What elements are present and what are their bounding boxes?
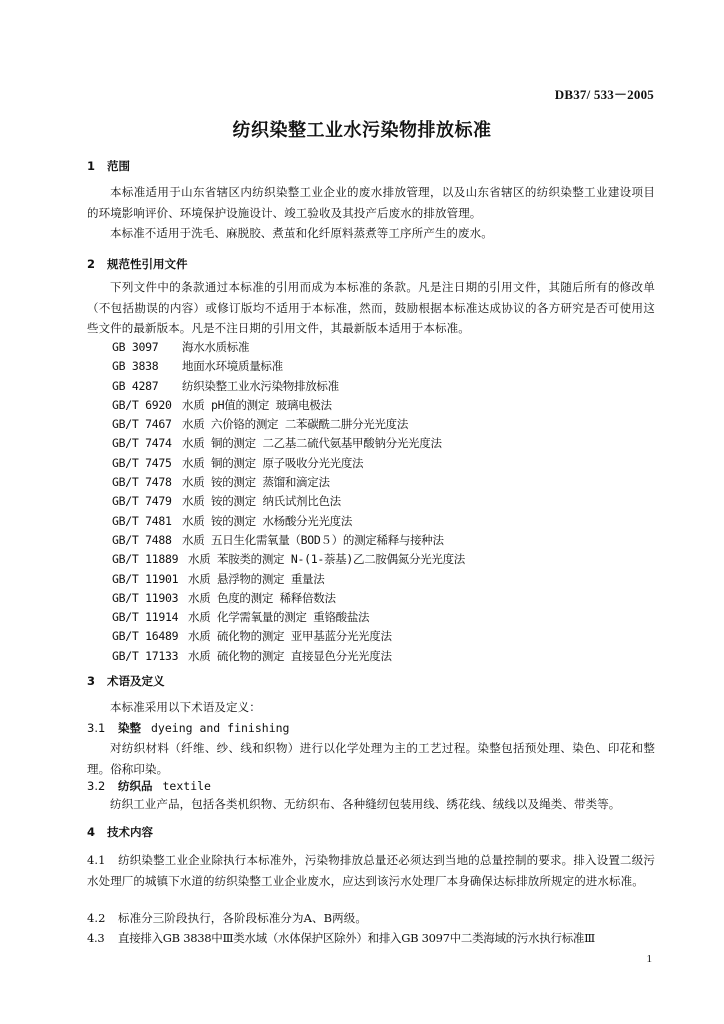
reference-code: GB/T 11903 (112, 590, 179, 605)
reference-code: GB/T 17133 (112, 648, 179, 663)
reference-list (112, 338, 465, 666)
reference-title: 水质 铵的测定 水杨酸分光光度法 (182, 513, 353, 528)
term-en: dyeing and finishing (151, 721, 290, 735)
section-number: 1 (87, 159, 96, 173)
reference-title: 水质 六价铬的测定 二苯碳酰二肼分光光度法 (182, 417, 409, 432)
section-number: 4 (87, 825, 96, 839)
clause-number: 4.1 (87, 853, 106, 867)
reference-code: GB/T 11889 (112, 552, 179, 567)
reference-item (112, 454, 465, 473)
term-en: textile (162, 779, 211, 793)
reference-title: 水质 硫化物的测定 直接显色分光光度法 (188, 648, 392, 663)
reference-item (112, 415, 465, 434)
clause-4-3 (87, 928, 655, 949)
term-number: 3.2 (87, 779, 106, 793)
term-zh: 染整 (118, 721, 141, 735)
term-3-1 (87, 720, 289, 736)
reference-item (112, 512, 465, 531)
clause-number: 4.3 (87, 931, 105, 945)
clause-4-2 (87, 908, 655, 929)
reference-title: 水质 悬浮物的测定 重量法 (188, 571, 325, 586)
reference-code: GB/T 7478 (112, 475, 172, 490)
section-3-heading (87, 673, 165, 689)
reference-code: GB/T 7475 (112, 455, 172, 470)
reference-code: GB/T 7479 (112, 494, 172, 509)
reference-item (112, 550, 465, 569)
reference-title: 海水水质标准 (182, 340, 250, 354)
section-title: 术语及定义 (107, 674, 165, 688)
reference-code: GB/T 7488 (112, 532, 172, 547)
section-4-heading (87, 824, 153, 840)
section-2-heading (87, 256, 188, 272)
scope-paragraph-2: 本标准不适用于洗毛、麻脱胶、煮茧和化纤原料蒸煮等工序所产生的废水。 (110, 226, 493, 240)
reference-title: 纺织染整工业水污染物排放标准 (182, 378, 339, 393)
term-3-2 (87, 778, 211, 794)
terms-intro: 本标准采用以下术语及定义： (110, 700, 261, 714)
section-number: 3 (87, 674, 96, 688)
reference-item (112, 492, 465, 511)
reference-code: GB/T 7481 (112, 513, 172, 528)
reference-code: GB/T 6920 (112, 397, 172, 412)
reference-title: 水质 铜的测定 原子吸收分光光度法 (182, 455, 364, 470)
reference-title: 水质 苯胺类的测定 N-(1-萘基)乙二胺偶氮分光光度法 (188, 552, 465, 567)
reference-title: 水质 五日生化需氧量（BOD５）的测定稀释与接种法 (182, 532, 444, 547)
reference-item (112, 338, 465, 357)
clause-text: 直接排入GB 3838中Ⅲ类水域（水体保护区除外）和排入GB 3097中二类海域的污水执行标准Ⅲ (118, 931, 595, 945)
term-3-1-definition: 对纺织材料（纤维、纱、线和织物）进行以化学处理为主的工艺过程。染整包括预处理、染色、印花和整理。俗称印染。 (87, 741, 655, 776)
refs-intro-paragraph: 下列文件中的条款通过本标准的引用而成为本标准的条款。凡是注日期的引用文件，其随后所有的修改单（不包括勘误的内容）或修订版均不适用于本标准，然而，鼓励根据本标准达成协议的各方研究是否可使用这些文件的最新版本。凡是不注日期的引用文件，其最新版本适用于本标准。 (87, 280, 655, 335)
section-1-heading (87, 158, 130, 174)
reference-code: GB/T 16489 (112, 629, 179, 644)
reference-item (112, 531, 465, 550)
reference-title: 地面水环境质量标准 (182, 359, 283, 374)
reference-title: 水质 化学需氧量的测定 重铬酸盐法 (188, 610, 370, 625)
reference-title: 水质 铵的测定 蒸馏和滴定法 (182, 475, 330, 490)
term-number: 3.1 (87, 721, 106, 735)
clause-text: 标准分三阶段执行，各阶段标准分为A、B两级。 (118, 911, 367, 925)
reference-item (112, 377, 465, 396)
section-number: 2 (87, 257, 96, 271)
clause-text: 纺织染整工业企业除执行本标准外，污染物排放总量还必须达到当地的总量控制的要求。排入设置二级污水处理厂的城镇下水道的纺织染整工业企业废水，应达到该污水处理厂本身确保达标排放所规定的进水标准。 (87, 853, 655, 888)
reference-code: GB 4287 (112, 378, 159, 393)
reference-item (112, 434, 465, 453)
page-number: 1 (646, 953, 652, 965)
reference-code: GB 3097 (112, 340, 159, 354)
scope-paragraph-1: 本标准适用于山东省辖区内纺织染整工业企业的废水排放管理，以及山东省辖区的纺织染整工业建设项目的环境影响评价、环境保护设施设计、竣工验收及其投产后废水的排放管理。 (87, 185, 655, 220)
reference-title: 水质 铜的测定 二乙基二硫代氨基甲酸钠分光光度法 (182, 436, 442, 451)
reference-title: 水质 pH值的测定 玻璃电极法 (182, 397, 332, 412)
reference-code: GB 3838 (112, 359, 159, 374)
reference-item (112, 647, 465, 666)
reference-code: GB/T 11914 (112, 610, 179, 625)
document-title: 纺织染整工业水污染物排放标准 (232, 120, 492, 141)
section-title: 规范性引用文件 (107, 257, 188, 271)
reference-item (112, 627, 465, 646)
reference-item (112, 608, 465, 627)
section-title: 技术内容 (107, 825, 153, 839)
standard-code: DB37/ 533－2005 (554, 87, 654, 102)
reference-code: GB/T 7467 (112, 417, 172, 432)
reference-item (112, 589, 465, 608)
reference-title: 水质 铵的测定 纳氏试剂比色法 (182, 494, 341, 509)
reference-code: GB/T 11901 (112, 571, 179, 586)
clause-4-1 (87, 850, 655, 891)
reference-item (112, 357, 465, 376)
term-zh: 纺织品 (118, 779, 153, 793)
reference-title: 水质 色度的测定 稀释倍数法 (188, 590, 336, 605)
reference-title: 水质 硫化物的测定 亚甲基蓝分光光度法 (188, 629, 392, 644)
reference-code: GB/T 7474 (112, 436, 172, 451)
term-3-2-definition: 纺织工业产品，包括各类机织物、无纺织布、各种缝纫包装用线、绣花线、绒线以及绳类、带类等。 (110, 797, 621, 811)
clause-number: 4.2 (87, 911, 106, 925)
reference-item (112, 473, 465, 492)
section-title: 范围 (107, 159, 130, 173)
reference-item (112, 396, 465, 415)
reference-item (112, 570, 465, 589)
